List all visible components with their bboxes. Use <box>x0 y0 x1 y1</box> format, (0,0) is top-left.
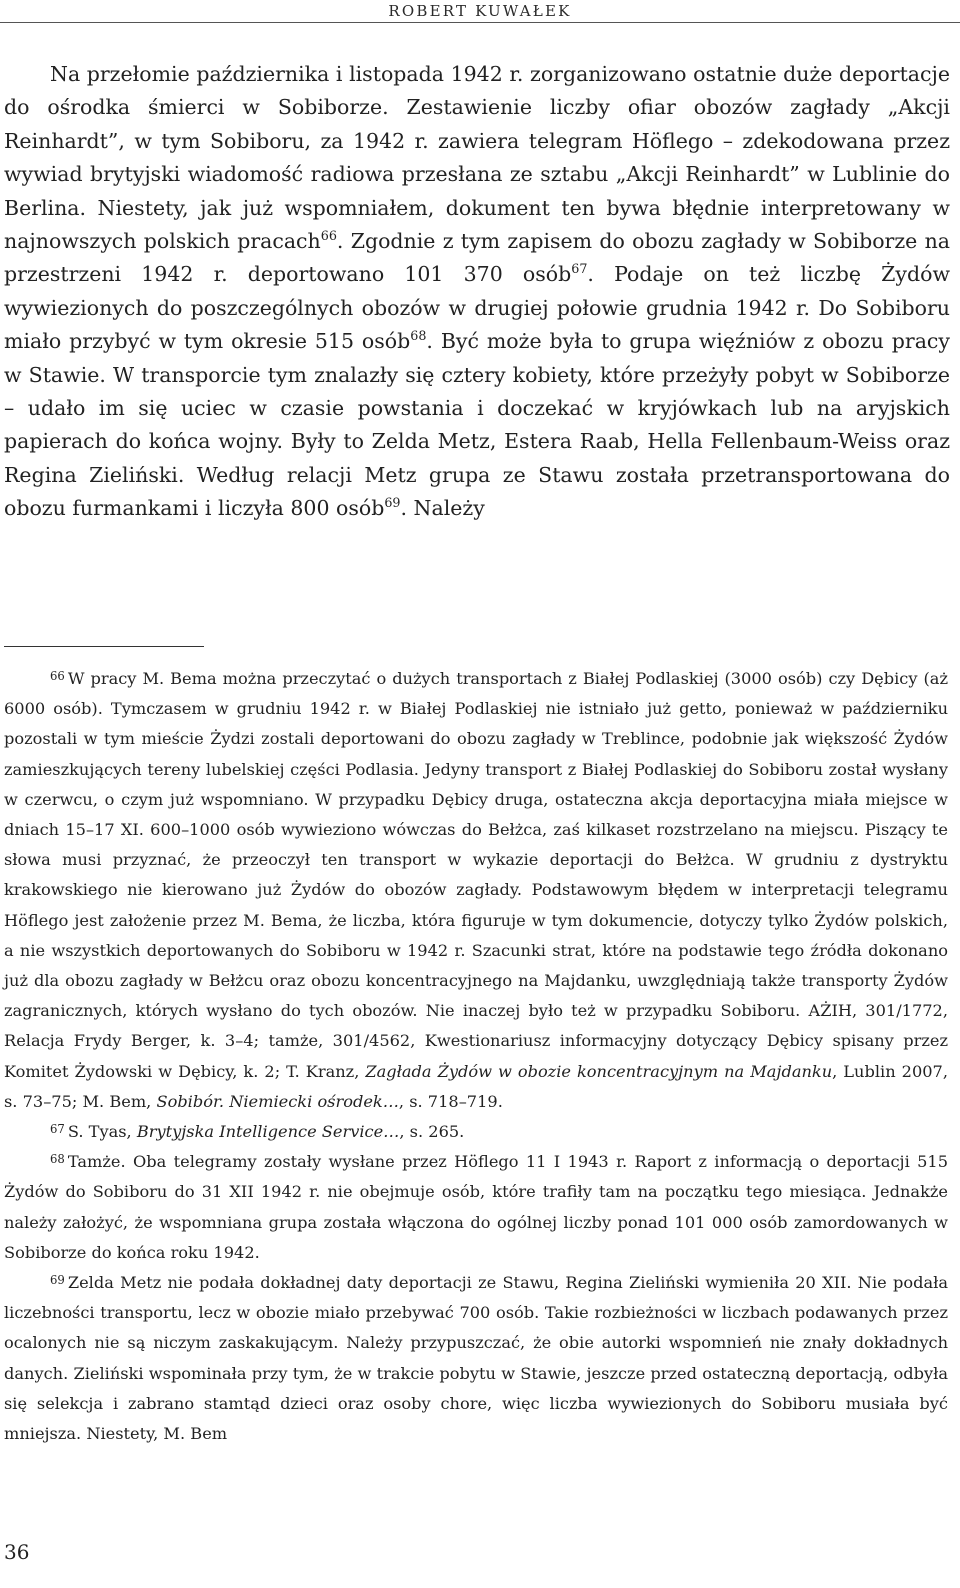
footnote-number: 66 <box>50 668 65 683</box>
body-paragraph <box>4 58 950 526</box>
page-number: 36 <box>4 1540 30 1564</box>
footnote-ref-66[interactable]: 66 <box>320 228 337 244</box>
footnote-number: 67 <box>50 1121 65 1136</box>
footnote-text: , Lublin 2007, s. 73–75; M. Bem, <box>4 1061 948 1111</box>
running-head: ROBERT KUWAŁEK <box>0 0 960 23</box>
footnote-number: 69 <box>50 1272 65 1287</box>
body-text-segment: . Podaje on też liczbę Żydów wywiezionych do poszczególnych obozów w drugiej połowie grudnia 1942 r. Do Sobiboru miało przybyć w tym okresie 515 osób <box>4 262 951 354</box>
footnote-text: W pracy M. Bema można przeczytać o dużych transportach z Białej Podlaskiej (3000 osób) czy Dębicy (aż 6000 osób). Tymczasem w grudniu 1942 r. w Białej Podlaskiej nie istniało już getto, ponieważ w październiku pozostali w tym mieście Żydzi zostali deportowani do obozu zagłady w Treblince, podobnie jak większość Żydów zamieszkujących tereny lubelskiej części Podlasia. Jedyny transport z Białej Podlaskiej do Sobiboru został wysłany w czerwcu, o czym już wspomniano. W przypadku Dębicy druga, ostateczna akcja deportacyjna miała miejsce w dniach 15–17 XI. 600–1000 osób wywieziono wówczas do Bełżca, zaś kilkaset rozstrzelano na miejscu. Piszący te słowa musi przyznać, że przeoczył ten transport w wykazie deportacji do Bełżca. W grudniu z dystryktu krakowskiego nie kierowano już Żydów do obozów zagłady. Podstawowym błędem w interpretacji telegramu Höflego jest założenie przez M. Bema, że liczba, która figuruje w tym dokumencie, dotyczy tylko Żydów polskich, a nie wszystkich deportowanych do Sobiboru w 1942 r. Szacunki strat, które na podstawie tego źródła dokonano już dla obozu zagłady w Bełżcu oraz obozu koncentracyjnego na Majdanku, uwzględniają także transporty Żydów zagranicznych, których wysłano do tych obozów. Nie inaczej było też w przypadku Sobiboru. AŻIH, 301/1772, Relacja Frydy Berger, k. 3–4; tamże, 301/4562, Kwestionariusz informacyjny dotyczący Dębicy spisany przez Komitet Żydowski w Dębicy, k. 2; T. Kranz, <box>4 669 948 1081</box>
footnote-ref-68[interactable]: 68 <box>410 328 427 344</box>
body-text-segment: . Być może była to grupa więźniów z obozu pracy w Stawie. W transporcie tym znalazły się cztery kobiety, które przeżyły pobyt w Sobiborze – udało im się uciec w czasie powstania i doczekać w kryjówkach lub na aryjskich papierach do końca wojny. Były to Zelda Metz, Estera Raab, Hella Fellenbaum-Weiss oraz Regina Zieliński. Według relacji Metz grupa ze Stawu została przetransportowana do obozu furmankami i liczyła 800 osób <box>4 329 950 521</box>
body-text-segment: Na przełomie października i listopada 1942 r. zorganizowano ostatnie duże deportacje do ośrodka śmierci w Sobiborze. Zestawienie liczby ofiar obozów zagłady „Akcji Reinhardt”, w tym Sobiboru, za 1942 r. zawiera telegram Höflego – zdekodowana przez wywiad brytyjski wiadomość radiowa przesłana ze sztabu „Akcji Reinhardt” w Lublinie do Berlina. Niestety, jak już wspomniałem, dokument ten bywa błędnie interpretowany w najnowszych polskich pracach <box>4 62 950 254</box>
footnote-67 <box>4 1117 948 1147</box>
footnote-number: 68 <box>50 1151 65 1166</box>
main-text <box>4 58 950 526</box>
footnote-69 <box>4 1268 948 1449</box>
footnote-text: , s. 718–719. <box>398 1091 503 1111</box>
footnote-text: Zelda Metz nie podała dokładnej daty deportacji ze Stawu, Regina Zieliński wymieniła 20 XII. Nie podała liczebności transportu, lecz w obozie miało przebywać 700 osób. Takie rozbieżności w liczbach podawanych przez ocalonych nie są niczym zaskakującym. Należy przypuszczać, że obie autorki wspomnień nie znały dokładnych danych. Zieliński wspominała przy tym, że w trakcie pobytu w Stawie, jeszcze przed ostateczną deportacją, odbyła się selekcja i zabrano stamtąd dzieci oraz osoby chore, więc liczba wywiezionych do Sobiboru musiała być mniejsza. Niestety, M. Bem <box>4 1273 948 1444</box>
body-text-segment: . Należy <box>400 496 485 521</box>
footnote-title: Zagłada Żydów w obozie koncentracyjnym na Majdanku <box>365 1061 833 1081</box>
footnote-text: Tamże. Oba telegramy zostały wysłane przez Höflego 11 I 1943 r. Raport z informacją o deportacji 515 Żydów do Sobiboru do 31 XII 1942 r. nie obejmuje osób, które trafiły tam na początku tego miesiąca. Jednakże należy założyć, że wspomniana grupa została włączona do ogólnej liczby ponad 101 000 osób zamordowanych w Sobiborze do końca roku 1942. <box>4 1152 948 1262</box>
body-text-segment: . Zgodnie z tym zapisem do obozu zagłady w Sobiborze na przestrzeni 1942 r. deportowano 101 370 osób <box>4 229 950 287</box>
footnote-title: Sobibór. Niemiecki ośrodek… <box>156 1091 399 1111</box>
footnote-66 <box>4 664 948 1117</box>
footnote-ref-69[interactable]: 69 <box>384 495 401 511</box>
footnotes <box>4 664 948 1449</box>
footnote-title: Brytyjska Intelligence Service… <box>136 1122 400 1142</box>
footnote-ref-67[interactable]: 67 <box>571 261 588 277</box>
footnote-68 <box>4 1147 948 1268</box>
footnote-separator <box>4 646 204 647</box>
footnote-text: , s. 265. <box>399 1122 465 1142</box>
footnote-text: S. Tyas, <box>67 1122 137 1142</box>
